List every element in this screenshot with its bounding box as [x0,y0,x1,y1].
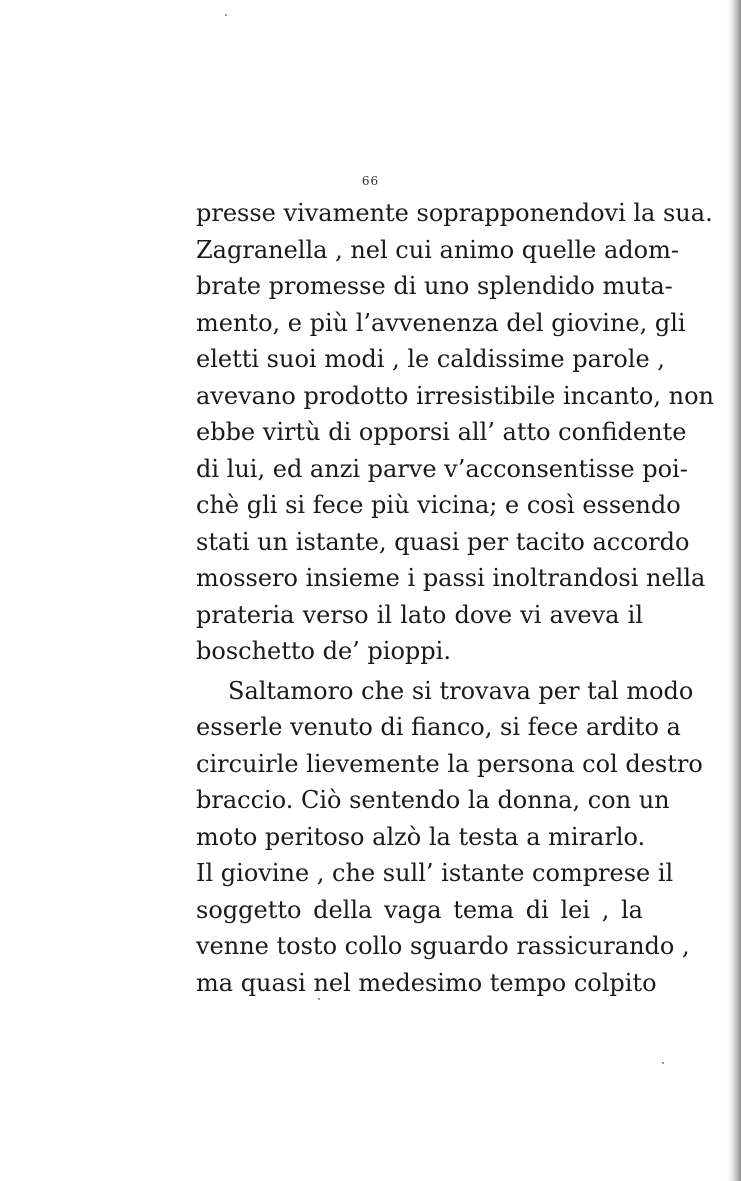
text-line: ebbe virtù di opporsi all’ atto confidente [196,418,687,446]
ink-speck [225,14,227,16]
text-line: moto peritoso alzò la testa a mirarlo. [196,822,646,851]
text-line: Zagranella , nel cui animo quelle adom- [196,235,679,264]
body-text [196,195,714,1001]
text-line: esserle venuto di fianco, si fece ardito a [196,713,681,741]
text-line: mossero insieme i passi inoltrandosi nella [196,564,706,592]
text-line: di lui, ed anzi parve v’acconsentisse poi- [196,454,688,483]
ink-speck [662,1062,664,1064]
text-line: soggetto della vaga tema di lei , la [196,895,643,924]
text-line: avevano prodotto irresistibile incanto, non [196,381,714,410]
page-number: 66 [361,174,380,188]
text-line: chè gli si fece più vicina; e così essendo [196,491,681,519]
paragraph-1 [196,195,714,670]
text-line: mento, e più l’avvenenza del giovine, gli [196,308,686,337]
text-line: presse vivamente soprapponendovi la sua. [196,199,713,227]
text-line: circuirle lievemente la persona col destro [196,749,703,778]
text-line: eletti suoi modi , le caldissime parole , [196,345,665,373]
text-line: boschetto de’ pioppi. [196,637,451,665]
text-line: prateria verso il lato dove vi aveva il [196,600,643,629]
text-line: Il giovine , che sull’ istante comprese il [196,859,674,887]
text-line: braccio. Ciò sentendo la donna, con un [196,786,670,814]
text-line: brate promesse di uno splendido muta- [196,272,673,300]
text-line: ma quasi nel medesimo tempo colpito [196,968,657,997]
text-line: venne tosto collo sguardo rassicurando , [196,932,690,960]
text-line: stati un istante, quasi per tacito accordo [196,527,690,556]
text-line: Saltamoro che si trovava per tal modo [228,676,694,705]
paragraph-2 [196,673,703,1002]
